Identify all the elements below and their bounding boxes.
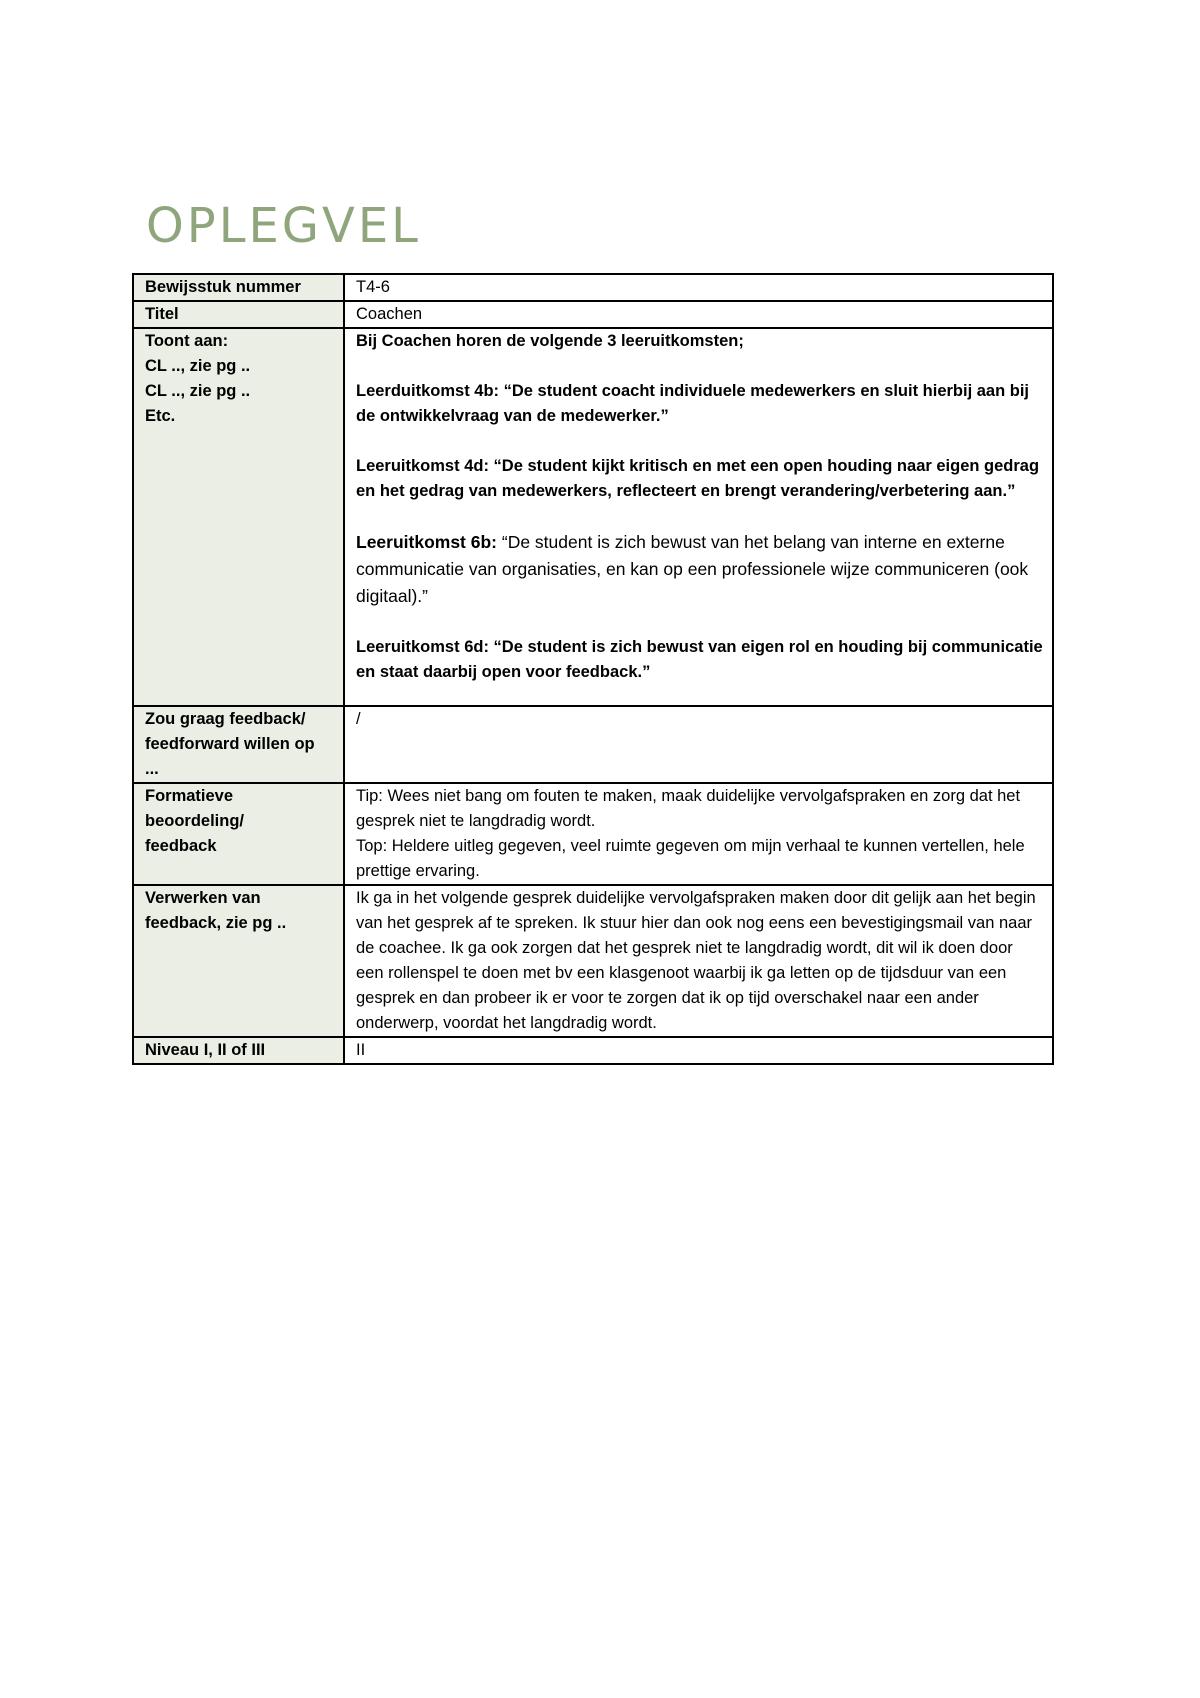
label-line: Toont aan: bbox=[145, 332, 229, 350]
label-line: Etc. bbox=[145, 407, 176, 425]
outcome-label: Leeruitkomst 6d: bbox=[356, 638, 489, 656]
value-niveau: II bbox=[344, 1037, 1053, 1064]
label-line: CL .., zie pg .. bbox=[145, 382, 251, 400]
label-line: Formatieve bbox=[145, 787, 234, 805]
outcome-4d bbox=[356, 454, 1044, 504]
label-toont-aan bbox=[133, 328, 344, 706]
value-titel: Coachen bbox=[344, 301, 1053, 328]
row-verwerken bbox=[133, 885, 1053, 1037]
outcome-4b bbox=[356, 379, 1044, 429]
row-toont-aan bbox=[133, 328, 1053, 706]
label-line: feedback, zie pg .. bbox=[145, 914, 287, 932]
label-niveau: Niveau I, II of III bbox=[133, 1037, 344, 1064]
label-line: feedforward willen op bbox=[145, 735, 315, 753]
document-title: OPLEGVEL bbox=[146, 198, 421, 254]
label-feedback-wish bbox=[133, 706, 344, 783]
outcome-text: “De student kijkt kritisch en met een open houding naar eigen gedrag en het gedrag van medewerkers, reflecteert en brengt verandering/verbetering aan.” bbox=[356, 457, 1040, 500]
label-line: beoordeling/ bbox=[145, 812, 244, 830]
row-feedback-wish bbox=[133, 706, 1053, 783]
label-line: ... bbox=[145, 760, 159, 778]
label-verwerken bbox=[133, 885, 344, 1037]
value-formatief bbox=[344, 783, 1053, 885]
label-titel: Titel bbox=[133, 301, 344, 328]
row-titel bbox=[133, 301, 1053, 328]
feedback-tip: Tip: Wees niet bang om fouten te maken, maak duidelijke vervolgafspraken en zorg dat het gesprek niet te langdradig wordt. bbox=[356, 787, 1021, 830]
outcome-label: Leeruitkomst 4d: bbox=[356, 457, 489, 475]
label-line: Zou graag feedback/ bbox=[145, 710, 306, 728]
outcome-6d bbox=[356, 635, 1044, 685]
label-line: feedback bbox=[145, 837, 217, 855]
outcome-label: Leerduitkomst 4b: bbox=[356, 382, 500, 400]
label-bewijsstuk: Bewijsstuk nummer bbox=[133, 274, 344, 301]
feedback-top: Top: Heldere uitleg gegeven, veel ruimte gegeven om mijn verhaal te kunnen vertellen, hele prettige ervaring. bbox=[356, 837, 1025, 880]
row-niveau bbox=[133, 1037, 1053, 1064]
label-formatief bbox=[133, 783, 344, 885]
outcome-text: “De student is zich bewust van eigen rol en houding bij communicatie en staat daarbij open voor feedback.” bbox=[356, 638, 1043, 681]
outcome-text: “De student is zich bewust van het belang van interne en externe communicatie van organisaties, en kan op een professionele wijze communiceren (ook digitaal).” bbox=[356, 532, 1029, 606]
outcome-label: Leeruitkomst 6b: bbox=[356, 532, 497, 552]
outcome-6b bbox=[356, 529, 1044, 610]
outcomes-intro: Bij Coachen horen de volgende 3 leeruitkomsten; bbox=[356, 332, 744, 350]
outcome-text: “De student coacht individuele medewerkers en sluit hierbij aan bij de ontwikkelvraag van de medewerker.” bbox=[356, 382, 1030, 425]
value-toont-aan bbox=[344, 328, 1053, 706]
value-bewijsstuk: T4-6 bbox=[344, 274, 1053, 301]
value-verwerken: Ik ga in het volgende gesprek duidelijke vervolgafspraken maken door dit gelijk aan het begin van het gesprek af te spreken. Ik stuur hier dan ook nog eens een bevestigingsmail van naar de coachee. Ik ga ook zorgen dat het gesprek niet te langdradig wordt, dit wil ik doen door een rollenspel te doen met bv een klasgenoot waarbij ik ga letten op de tijdsduur van een gesprek en dan probeer ik er voor te zorgen dat ik op tijd overschakel naar een ander onderwerp, voordat het langdradig wordt. bbox=[344, 885, 1053, 1037]
row-bewijsstuk bbox=[133, 274, 1053, 301]
value-feedback-wish: / bbox=[344, 706, 1053, 783]
row-formatief bbox=[133, 783, 1053, 885]
cover-sheet-table bbox=[132, 273, 1054, 1065]
label-line: Verwerken van bbox=[145, 889, 261, 907]
label-line: CL .., zie pg .. bbox=[145, 357, 251, 375]
